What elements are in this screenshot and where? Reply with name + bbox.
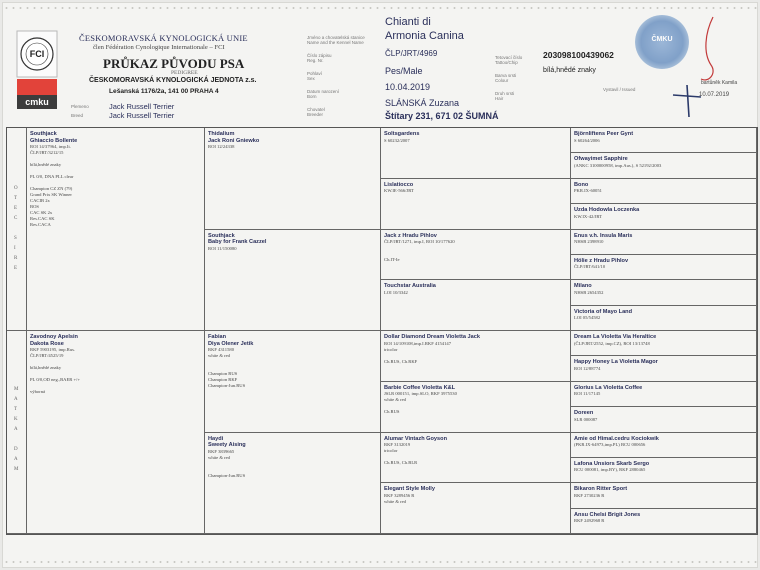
side-letter: K <box>14 417 18 422</box>
ancestor-name: Lislatiocco <box>384 181 414 188</box>
ancestor-detail: výborná <box>30 389 46 394</box>
ancestor-detail: bílá,hnědé znaky <box>30 162 62 167</box>
ancestor-name: Southjack Ghiaccio Bollente <box>30 131 78 144</box>
great-great-grandparent-cell <box>571 153 757 178</box>
ancestor-detail: white & red <box>208 353 230 358</box>
great-great-grandparent-cell <box>571 306 757 331</box>
ancestor-detail: PKR.IX-60051 <box>574 188 602 194</box>
pedigree-table <box>6 127 758 535</box>
ancestor-detail: RKF 5903195, imp.Rus. <box>30 347 76 352</box>
great-grandparent-cell <box>381 483 571 534</box>
great-grandparent-cell <box>381 331 571 382</box>
parent-cell <box>27 331 205 534</box>
issuer-name: bartůněk Kamila <box>701 80 738 86</box>
breed-label: Breed <box>71 113 84 118</box>
side-letter: E <box>14 266 18 271</box>
ancestor-detail: Champion CZ ZN (79) <box>30 186 73 191</box>
ancestor-name: Glorius La Violetta Coffee <box>574 384 643 391</box>
ancestor-detail: CACIB 2x <box>30 198 50 203</box>
ancestor-name: Elegant Style Molly <box>384 486 435 493</box>
breeder-address: Štítary 231, 671 02 ŠUMNÁ <box>385 111 499 121</box>
fci-member-line: člen Fédération Cynologique Internationale – FCI <box>93 44 225 51</box>
great-great-grandparent-cell <box>571 255 757 280</box>
ancestor-detail: white & red <box>208 454 230 460</box>
ancestor-name: Amie od Himal.cedru Kociokwik <box>574 435 659 442</box>
ancestor-detail: PL 0/0,OD neg.,BAER +/+ <box>30 377 80 382</box>
side-label-mother <box>7 331 27 534</box>
ancestor-name: Ofwayimet Sapphire <box>574 156 628 163</box>
ancestor-name: Barbie Coffee Violetta K&L <box>384 384 456 391</box>
side-letter: O <box>14 186 18 191</box>
ancestor-name: Doreen <box>574 410 594 417</box>
ancestor-name: Victoria of Mayo Land <box>574 308 633 315</box>
great-grandparent-cell <box>381 128 571 179</box>
ancestor-detail: RKF 2492968 R <box>574 518 605 524</box>
issued-label: Vystavil / Issued <box>603 87 636 92</box>
ancestor-name: Ansu Chelsi Brigit Jones <box>574 511 641 518</box>
ancestor-detail: LOI 10/3342 <box>384 289 408 295</box>
great-great-grandparent-cell <box>571 433 757 458</box>
great-grandparent-cell <box>381 230 571 281</box>
ancestor-detail: ČLP/JRT/641/10 <box>574 264 606 270</box>
great-great-grandparent-cell <box>571 204 757 229</box>
great-great-grandparent-cell <box>571 509 757 534</box>
ancestor-detail: tricolor <box>384 346 398 352</box>
signature-mark <box>643 13 753 133</box>
ancestor-detail: RKF 4311580 <box>208 347 234 352</box>
dog-name-line1: Chianti di <box>385 16 431 28</box>
ancestor-detail: RKF 3132019 <box>384 442 411 447</box>
great-great-grandparent-cell <box>571 458 757 483</box>
ancestor-detail: ČLP/JRT/4525/19 <box>30 353 64 358</box>
grandparent-cell <box>205 230 381 332</box>
ancestor-detail: JSLR 000151, imp.SLO, RKF 3975530 <box>384 391 457 397</box>
ancestor-detail: NHSB 2398910 <box>574 239 604 244</box>
reg-value: ČLP/JRT/4969 <box>385 49 438 58</box>
ancestor-detail: Res.CAC SK <box>30 216 55 221</box>
hair-label: Druh srsti Hair <box>495 91 515 101</box>
breed-value: Jack Russell Terrier <box>109 111 175 120</box>
ancestor-detail: Ch.IT-Ie <box>384 257 400 262</box>
great-great-grandparent-cell <box>571 382 757 407</box>
ancestor-detail: Ch.RUS, Ch.BLR <box>384 460 418 465</box>
great-grandparent-cell <box>381 382 571 433</box>
ancestor-name: Lafona Unsiors Skarb Sergo <box>574 460 650 467</box>
ancestor-name: Soltsgardens <box>384 131 420 137</box>
org-name: ČESKOMORAVSKÁ KYNOLOGICKÁ UNIE <box>79 33 248 43</box>
ancestor-name: Bikaron Ritter Sport <box>574 486 628 493</box>
sex-value: Pes/Male <box>385 66 423 76</box>
ancestor-name: Dollar Diamond Dream Violetta Jack <box>384 334 480 340</box>
pedigree-certificate <box>2 2 758 568</box>
side-letter: A <box>14 397 18 402</box>
chip-label: Tetovací číslo Tattoo/Chip <box>495 55 523 65</box>
ancestor-detail: Ch.RUS, Ch.RKF <box>384 358 418 364</box>
side-letter: E <box>14 206 18 211</box>
side-letter: S <box>14 236 17 241</box>
ancestor-detail: Champion-Jun.RUS <box>208 472 246 478</box>
club-address: Lešanská 1176/2a, 141 00 PRAHA 4 <box>109 88 219 95</box>
ancestor-name: Dream La Violetta Via Heraltice <box>574 334 657 340</box>
ancestor-detail: ROI 12/88774 <box>574 365 601 371</box>
ancestor-name: Fabian Diya Olener Jetik <box>208 334 254 347</box>
ancestor-name: Alumar Vintazh Goyson <box>384 435 447 442</box>
ancestor-detail: CAC SK 2x <box>30 210 53 215</box>
ancestor-detail: bílá,hnědé znaky <box>30 365 62 370</box>
ancestor-detail: RKF 2730236 R <box>574 492 605 498</box>
great-great-grandparent-cell <box>571 230 757 255</box>
great-great-grandparent-cell <box>571 356 757 381</box>
ancestor-detail: Res.CACA <box>30 222 51 227</box>
color-label: Barva srsti Colour <box>495 73 517 83</box>
chip-value: 203098100439062 <box>543 50 614 60</box>
ancestor-detail: Champion RKF <box>208 377 238 382</box>
side-letter: R <box>14 256 18 261</box>
great-great-grandparent-cell <box>571 331 757 356</box>
dob-value: 10.04.2019 <box>385 82 431 92</box>
great-grandparent-cell <box>381 280 571 331</box>
dob-label: Datum narození Born <box>307 89 340 99</box>
ancestor-detail: (PKR.IX-64973,imp.PL) BCU 000656 <box>574 442 646 447</box>
breeder-name: SLÁNSKÁ Zuzana <box>385 98 460 108</box>
ancestor-detail: BOS <box>30 204 39 209</box>
ancestor-detail: ROI 12/24338 <box>208 144 235 149</box>
ancestor-detail: NHSB 2654352 <box>574 289 604 295</box>
side-letter: M <box>14 387 19 392</box>
sex-label: Pohlaví Sex <box>307 71 323 81</box>
fci-cmku-logo <box>13 29 61 113</box>
great-grandparent-cell <box>381 433 571 484</box>
ancestor-detail: KW.IX-42/JRT <box>574 213 603 219</box>
ancestor-detail: ROI 14/109108,imp.I.RKF 4154147 <box>384 340 451 346</box>
plemeno-value: Jack Russell Terrier <box>109 102 175 111</box>
ancestor-detail: ČLP/JRT/1271, imp.I, ROI 10/177620 <box>384 239 455 244</box>
great-great-grandparent-cell <box>571 483 757 508</box>
side-letter: T <box>14 407 18 412</box>
ancestor-detail: ČLP/JRT/3212/15 <box>30 150 64 155</box>
ancestor-detail: (ČLP/JRT/2552, imp.CZ), ROI 13/13748 <box>574 340 650 346</box>
ancestor-detail: SLR 000087 <box>574 416 598 422</box>
dog-name-line2: Armonia Canina <box>385 30 464 42</box>
side-label-father <box>7 128 27 331</box>
ancestor-name: Happy Honey La Violetta Magor <box>574 359 658 366</box>
ancestor-detail: Ch.RUS <box>384 409 400 415</box>
ancestor-name: Thidalium Jack Roni Gniewko <box>208 131 260 144</box>
ancestor-detail: white & red <box>384 498 406 504</box>
ancestor-detail: KW.IE-566/JRT <box>384 188 414 194</box>
fci-logo-text: FCI <box>29 49 45 59</box>
ancestor-name: Haydi Sweety Aising <box>208 435 246 448</box>
ancestor-detail: RKF 3839665 <box>208 448 235 454</box>
perforation-top <box>3 5 757 11</box>
ancestor-name: Uzda Hodowla Loczenka <box>574 207 640 214</box>
ancestor-detail: ROI 14/37964, imp.It. <box>30 144 71 149</box>
great-great-grandparent-cell <box>571 280 757 305</box>
grandparent-cell <box>205 128 381 230</box>
ancestor-detail: (ANKC 3100000958, imp.Aus.), S 52192/2003 <box>574 162 662 168</box>
document-title: PRŮKAZ PŮVODU PSA <box>103 56 245 71</box>
side-letter: M <box>14 467 19 472</box>
name-label: Jméno a chovatelská stanice Name and the Kennel Name <box>307 35 365 45</box>
issued-date: 10.07.2019 <box>699 92 730 98</box>
grandparent-cell <box>205 433 381 535</box>
ancestor-name: Bono <box>574 181 589 188</box>
club-name: ČESKOMORAVSKÁ KYNOLOGICKÁ JEDNOTA z.s. <box>89 77 257 84</box>
ancestor-detail: Grand Prix SK Winner <box>30 192 72 197</box>
grandparent-cell <box>205 331 381 433</box>
great-great-grandparent-cell <box>571 179 757 204</box>
perforation-bottom <box>3 559 757 565</box>
ancestor-detail: LOI 05/54582 <box>574 315 601 321</box>
document-subtitle: PEDIGREE <box>171 70 198 76</box>
ancestor-detail: Champion-Jun.RUS <box>208 383 246 388</box>
ancestor-detail: white & red <box>384 397 406 403</box>
plemeno-label: Plemeno <box>71 104 89 109</box>
side-letter: I <box>14 246 16 251</box>
stamp-text: ČMKU <box>651 36 673 43</box>
ancestor-name: Zavodnoy Apelsin Dakota Rose <box>30 334 78 347</box>
great-great-grandparent-cell <box>571 128 757 153</box>
breeder-label: Chovatel Breeder <box>307 107 325 117</box>
ancestor-name: Björnliftens Peer Gynt <box>574 131 634 137</box>
ancestor-name: Hölie z Hradu Pihlov <box>574 257 629 264</box>
ancestor-detail: tricolor <box>384 448 398 453</box>
great-great-grandparent-cell <box>571 407 757 432</box>
color-value: bílá,hnědé znaky <box>543 67 596 74</box>
side-letter: C <box>14 216 18 221</box>
ancestor-detail: ROI 11/17145 <box>574 391 601 397</box>
cmku-logo-text: cmku <box>25 97 49 107</box>
ancestor-name: Jack z Hradu Pihlov <box>384 232 437 239</box>
ancestor-detail: PL 0/0, DNA PLL clear <box>30 174 74 179</box>
reg-label: Číslo zápisu Reg. Nr. <box>307 53 332 63</box>
parent-cell <box>27 128 205 331</box>
side-letter: A <box>14 457 18 462</box>
ancestor-name: Enus v.h. Insula Maris <box>574 232 633 239</box>
ancestor-detail: Champion RUS <box>208 371 238 376</box>
side-letter: D <box>14 447 18 452</box>
side-letter: T <box>14 196 18 201</box>
ancestor-detail: S 60264/2006 <box>574 137 600 143</box>
great-grandparent-cell <box>381 179 571 230</box>
ancestor-name: Southjack Baby for Frank Cazzel <box>208 232 267 245</box>
ancestor-detail: ROI 11/150080 <box>208 245 237 251</box>
ancestor-detail: S 60232/2007 <box>384 137 410 143</box>
ancestor-name: Touchstar Australia <box>384 283 436 290</box>
side-letter: A <box>14 427 18 432</box>
ancestor-name: Milano <box>574 283 592 290</box>
ancestor-detail: RKF 3289456 R <box>384 492 415 498</box>
ancestor-detail: BCU 000081, imp.BY), RKF 2880465 <box>574 467 646 473</box>
